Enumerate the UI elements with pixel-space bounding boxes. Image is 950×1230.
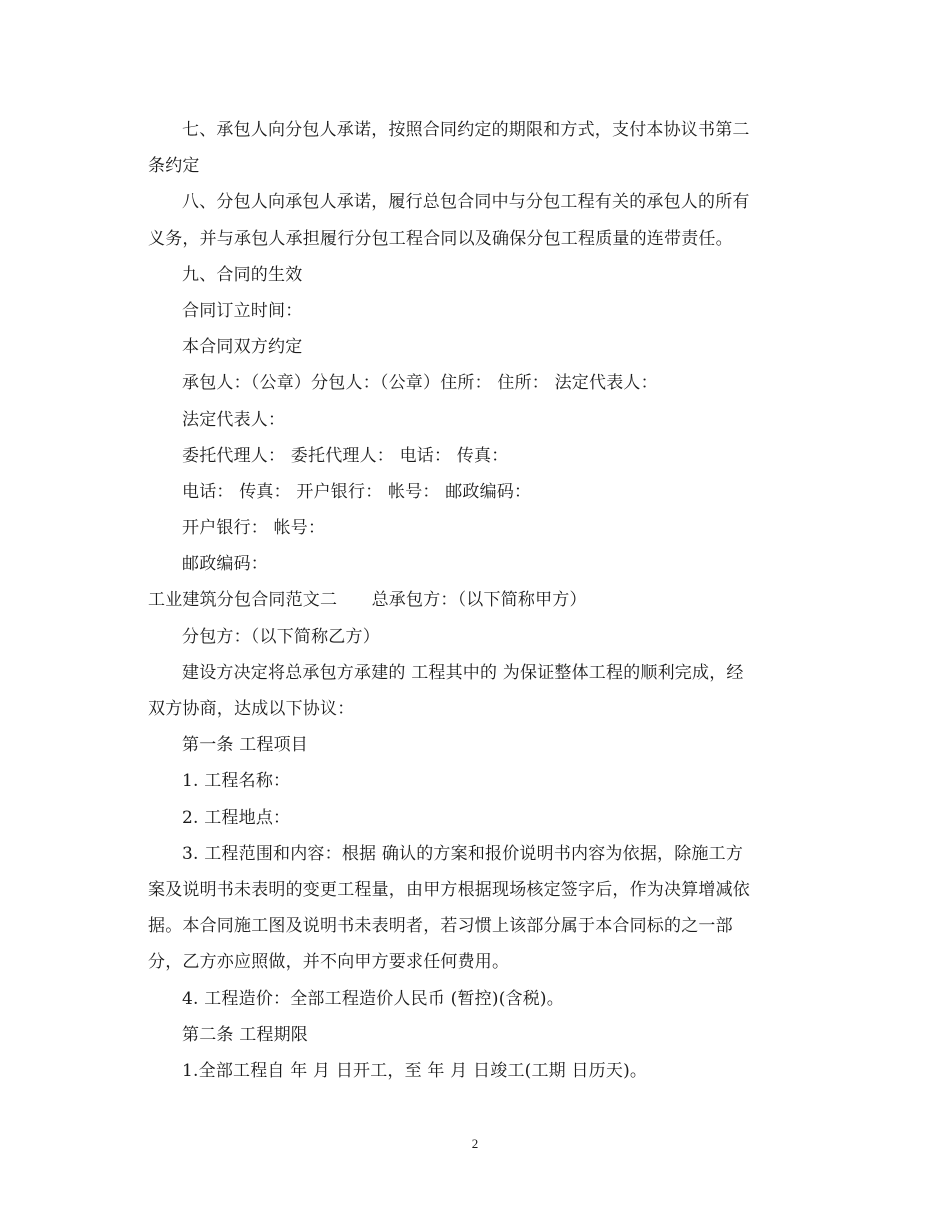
text-line: 第一条 工程项目 — [182, 735, 309, 756]
text-line: 1. 工程名称： — [182, 771, 291, 792]
text-line: 4. 工程造价：全部工程造价人民币 (暂控)(含税)。 — [182, 988, 564, 1009]
text-line: 义务，并与承包人承担履行分包工程合同以及确保分包工程质量的连带责任。 — [148, 228, 733, 249]
text-line: 承包人：（公章）分包人：（公章）住所： 住所： 法定代表人： — [182, 373, 658, 394]
text-line: 双方协商，达成以下协议： — [148, 699, 355, 719]
text-line: 本合同双方约定 — [182, 337, 303, 358]
text-line: 电话： 传真： 开户银行： 帐号： 邮政编码： — [182, 481, 532, 502]
text-line: 分，乙方亦应照做，并不向甲方要求任何费用。 — [148, 952, 510, 973]
text-line: 九、合同的生效 — [182, 264, 303, 285]
text-line: 2. 工程地点： — [182, 807, 291, 828]
document-body — [148, 112, 808, 1089]
text-line: 八、分包人向承包人承诺，履行总包合同中与分包工程有关的承包人的所有 — [182, 192, 750, 213]
text-line: 七、承包人向分包人承诺，按照合同约定的期限和方式，支付本协议书第二 — [182, 120, 750, 140]
text-line: 邮政编码： — [182, 554, 268, 575]
text-line: 工业建筑分包合同范文二 总承包方：（以下简称甲方） — [148, 590, 587, 611]
text-line: 法定代表人： — [182, 409, 286, 430]
text-line: 条约定 — [148, 156, 200, 177]
text-line: 据。本合同施工图及说明书未表明者，若习惯上该部分属于本合同标的之一部 — [148, 916, 733, 937]
text-line: 案及说明书未表明的变更工程量，由甲方根据现场核定签字后，作为决算增减依 — [148, 879, 750, 900]
text-line: 1.全部工程自 年 月 日开工，至 年 月 日竣工(工期 日历天)。 — [182, 1060, 648, 1081]
text-line: 第二条 工程期限 — [182, 1024, 309, 1045]
text-line: 建设方决定将总承包方承建的 工程其中的 为保证整体工程的顺利完成，经 — [182, 662, 744, 683]
text-line: 开户银行： 帐号： — [182, 518, 326, 539]
text-line: 合同订立时间： — [182, 300, 303, 321]
text-line: 3. 工程范围和内容：根据 确认的方案和报价说明书内容为依据，除施工方 — [182, 843, 744, 864]
text-line: 委托代理人： 委托代理人： 电话： 传真： — [182, 445, 509, 466]
page-number: 2 — [471, 1136, 479, 1151]
text-line: 分包方：（以下简称乙方） — [182, 626, 380, 647]
